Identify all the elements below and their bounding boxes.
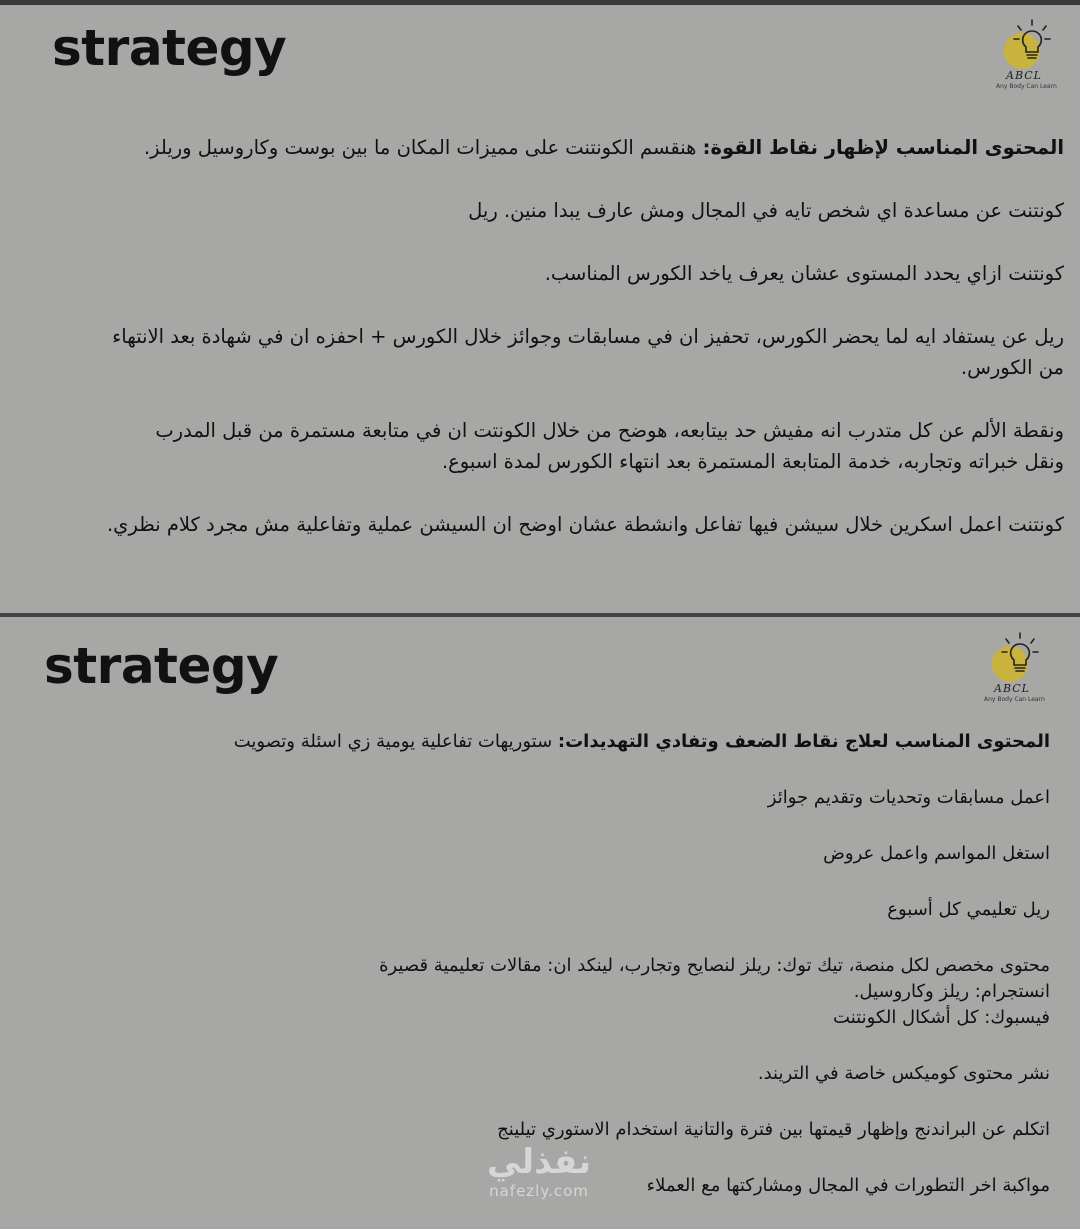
paragraph: ريل تعليمي كل أسبوع [887,899,1050,920]
paragraph-line: محتوى مخصص لكل منصة، تيك توك: ريلز لنصايح وتجارب، لينكد ان: مقالات تعليمية قصيرة [379,955,1050,976]
slide-title: strategy [52,19,287,77]
logo-tagline: Any Body Can Learn [996,83,1057,90]
paragraph [14,321,1064,383]
paragraph-heading [20,729,1050,755]
paragraph [14,415,1064,477]
strategy-slide-weaknesses [0,617,1080,1211]
slide-body [14,132,1064,572]
logo-wordmark: ABCL [994,682,1030,695]
abcl-logo [992,17,1072,97]
paragraph-heading-bold: المحتوى المناسب لعلاج نقاط الضعف وتفادي التهديدات: [557,731,1050,752]
paragraph-heading-rest: ستوريهات تفاعلية يومية زي اسئلة وتصويت [233,731,558,752]
paragraph-heading-rest: هنقسم الكونتنت على مميزات المكان ما بين بوست وكاروسيل وريلز. [143,136,703,159]
paragraph: اعمل مسابقات وتحديات وتقديم جوائز [767,787,1050,808]
lightbulb-icon [992,17,1072,73]
paragraph: نشر محتوى كوميكس خاصة في التريند. [757,1063,1050,1084]
lightbulb-icon [980,630,1060,686]
paragraph-line: من الكورس. [960,356,1064,379]
paragraph-heading [14,132,1064,163]
paragraph: اتكلم عن البراندنج وإظهار قيمتها بين فترة والتانية استخدام الاستوري تيلينج [497,1119,1050,1140]
paragraph: مواكبة اخر التطورات في المجال ومشاركتها مع العملاء [646,1175,1050,1196]
strategy-slide-strengths [0,5,1080,613]
logo-tagline: Any Body Can Learn [984,696,1045,703]
paragraph-line: فيسبوك: كل أشكال الكونتنت [833,1007,1050,1028]
paragraph-line: ونقطة الألم عن كل متدرب انه مفيش حد بيتابعه، هوضح من خلال الكونتت ان في متابعة مستمرة من قبل المدرب [155,419,1064,442]
watermark-arabic: نفذلي [486,1142,592,1182]
paragraph-heading-bold: المحتوى المناسب لإظهار نقاط القوة: [702,136,1064,159]
paragraph-line: ونقل خبراته وتجاربه، خدمة المتابعة المستمرة بعد انتهاء الكورس لمدة اسبوع. [441,450,1064,473]
paragraph: استغل المواسم واعمل عروض [823,843,1050,864]
paragraph-line: ريل عن يستفاد ايه لما يحضر الكورس، تحفيز ان في مسابقات وجوائز خلال الكورس + احفزه ان في شهادة بعد الانتهاء [112,325,1064,348]
paragraph: كونتنت ازاي يحدد المستوى عشان يعرف ياخد الكورس المناسب. [544,262,1064,285]
nafezly-watermark [472,1142,606,1200]
slide-title: strategy [44,637,279,695]
paragraph [20,953,1050,1031]
watermark-latin: nafezly.com [489,1182,589,1200]
paragraph: كونتنت اعمل اسكرين خلال سيشن فيها تفاعل وانشطة عشان اوضح ان السيشن عملية وتفاعلية مش مجرد كلام نظري. [106,513,1064,536]
paragraph: كونتنت عن مساعدة اي شخص تايه في المجال ومش عارف يبدا منين. ريل [468,199,1064,222]
abcl-logo [980,630,1060,710]
logo-wordmark: ABCL [1006,69,1042,82]
paragraph-line: انستجرام: ريلز وكاروسيل. [853,981,1050,1002]
